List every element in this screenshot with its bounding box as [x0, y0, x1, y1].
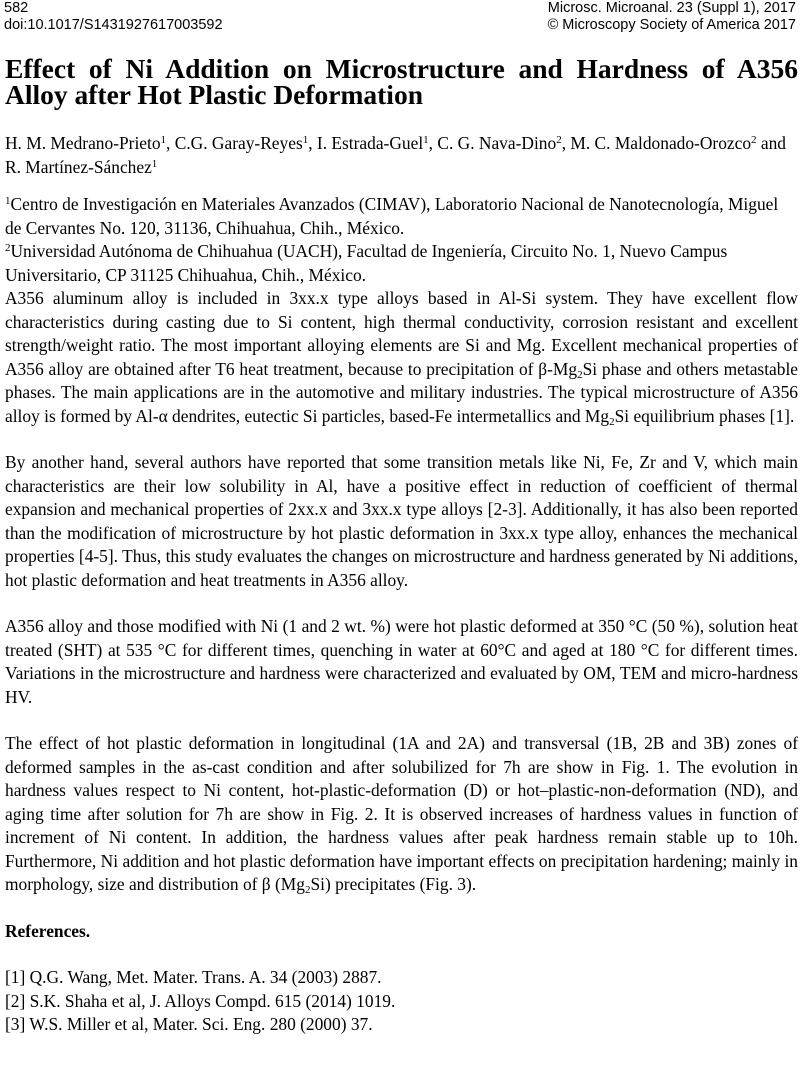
journal-citation: Microsc. Microanal. 23 (Suppl 1), 2017 — [547, 0, 796, 16]
author-name: M. C. Maldonado-Orozco — [570, 133, 752, 153]
affiliation-mark: 1 — [5, 195, 11, 207]
author-name: R. Martínez-Sánchez — [5, 156, 152, 177]
body-paragraph: By another hand, several authors have reported that some transition metals like Ni, Fe, Zr and V, which main characteristics are their low solubility in Al, have a positive effect in reduction of coefficient of thermal expansion and mechanical properties of 2xx.x and 3xx.x type alloys [2-3]. Additionally, it has also been reported than the modification of microstructure by hot plastic deformation in 3xx.x type alloy, enhances the mechanical properties [4-5]. Thus, this study evaluates the changes on microstructure and hardness generated by Ni additions, hot plastic deformation and heat treatments in A356 alloy. — [5, 452, 798, 590]
copyright: © Microscopy Society of America 2017 — [547, 16, 796, 33]
abstract-body — [5, 287, 798, 897]
article — [5, 53, 798, 1037]
author-separator: , — [166, 133, 175, 153]
subscript: 2 — [609, 415, 615, 428]
doi: doi:10.1017/S1431927617003592 — [4, 16, 223, 33]
subscript: 2 — [577, 368, 583, 381]
reference-list — [5, 966, 798, 1037]
affiliation — [5, 193, 798, 240]
body-paragraph: A356 alloy and those modified with Ni (1 and 2 wt. %) were hot plastic deformed at 350 °C (50 %), solution heat treated (SHT) at 535 °C for different times, quenching in water at 60°C and aged at 180 °C for different times. Variations in the microstructure and hardness were characterized and evaluated by OM, TEM and micro-hardness HV. — [5, 616, 798, 707]
author-separator: , — [561, 133, 571, 153]
author-list — [5, 132, 798, 179]
affiliation — [5, 240, 798, 287]
author-affiliation-mark: 1 — [302, 134, 309, 146]
paper-title: Effect of Ni Addition on Microstructure and Hardness of A356 Alloy after Hot Plastic Deformation — [5, 53, 798, 110]
author-separator: , — [308, 133, 317, 153]
author-separator: , — [428, 133, 438, 153]
author-affiliation-mark: 1 — [423, 134, 429, 146]
author-name: C. G. Nava-Dino — [437, 133, 557, 153]
page-number: 582 — [4, 0, 29, 16]
author-affiliation-mark: 2 — [751, 134, 757, 146]
author-name: H. M. Medrano-Prieto — [5, 133, 161, 153]
affiliation-text: Centro de Investigación en Materiales Avanzados (CIMAV), Laboratorio Nacional de Nanotecnología, Miguel de Cervantes No. 120, 31136, Chihuahua, Chih., México. — [5, 194, 779, 238]
running-header-right — [548, 0, 796, 33]
author-name: I. Estrada-Guel — [316, 133, 424, 153]
author-name: C.G. Garay-Reyes — [174, 133, 303, 153]
running-header-left — [4, 0, 223, 33]
author-affiliation-mark: 1 — [160, 134, 167, 146]
reference-item: [2] S.K. Shaha et al, J. Alloys Compd. 615 (2014) 1019. — [5, 990, 396, 1011]
body-paragraph: The effect of hot plastic deformation in longitudinal (1A and 2A) and transversal (1B, 2B and 3B) zones of deformed samples in the as-cast condition and after solubilized for 7h are show in Fig. 1. The evolution in hardness values respect to Ni content, hot-plastic-deformation (D) or hot–plastic-non-deformation (ND), and aging time after solution for 7h are show in Fig. 2. It is observed increases of hardness values in function of increment of Ni content. In addition, the hardness values after peak hardness remain stable up to 10h. Furthermore, Ni addition and hot plastic deformation have important effects on precipitation hardening; mainly in morphology, size and distribution of β $(Mg_2Si)$ precipitates (Fig. 3). — [5, 733, 798, 896]
reference-item: [1] Q.G. Wang, Met. Mater. Trans. A. 34 (2003) 2887. — [5, 967, 382, 987]
affiliation-text: Universidad Autónoma de Chihuahua (UACH), Facultad de Ingeniería, Circuito No. 1, Nuevo Campus Universitario, CP 31125 Chihuahua, Chih., México. — [5, 241, 728, 285]
affiliations — [5, 193, 798, 287]
author-separator: and — [756, 133, 786, 153]
body-paragraph: A356 aluminum alloy is included in 3xx.x type alloys based in Al-Si system. They have excellent flow characteristics during casting due to Si content, high thermal conductivity, corrosion resistant and excellent strength/weight ratio. The most important alloying elements are Si and Mg. Excellent mechanical properties of A356 alloy are obtained after T6 heat treatment, because to precipitation of $\beta-Mg_2Si$ phase and others metastable phases. The main applications are in the automotive and military industries. The typical microstructure of A356 alloy is formed by Al-α dendrites, eutectic Si particles, based-Fe intermetallics and $Mg_2Si$ equilibrium phases [1]. — [5, 288, 798, 428]
references-heading: References. — [5, 920, 91, 941]
affiliation-mark: 2 — [5, 242, 11, 254]
author-affiliation-mark: 2 — [556, 134, 562, 146]
author-affiliation-mark: 1 — [151, 157, 158, 170]
reference-item: [3] W.S. Miller et al, Mater. Sci. Eng. 280 (2000) 37. — [5, 1014, 373, 1034]
subscript: 2 — [304, 884, 311, 896]
